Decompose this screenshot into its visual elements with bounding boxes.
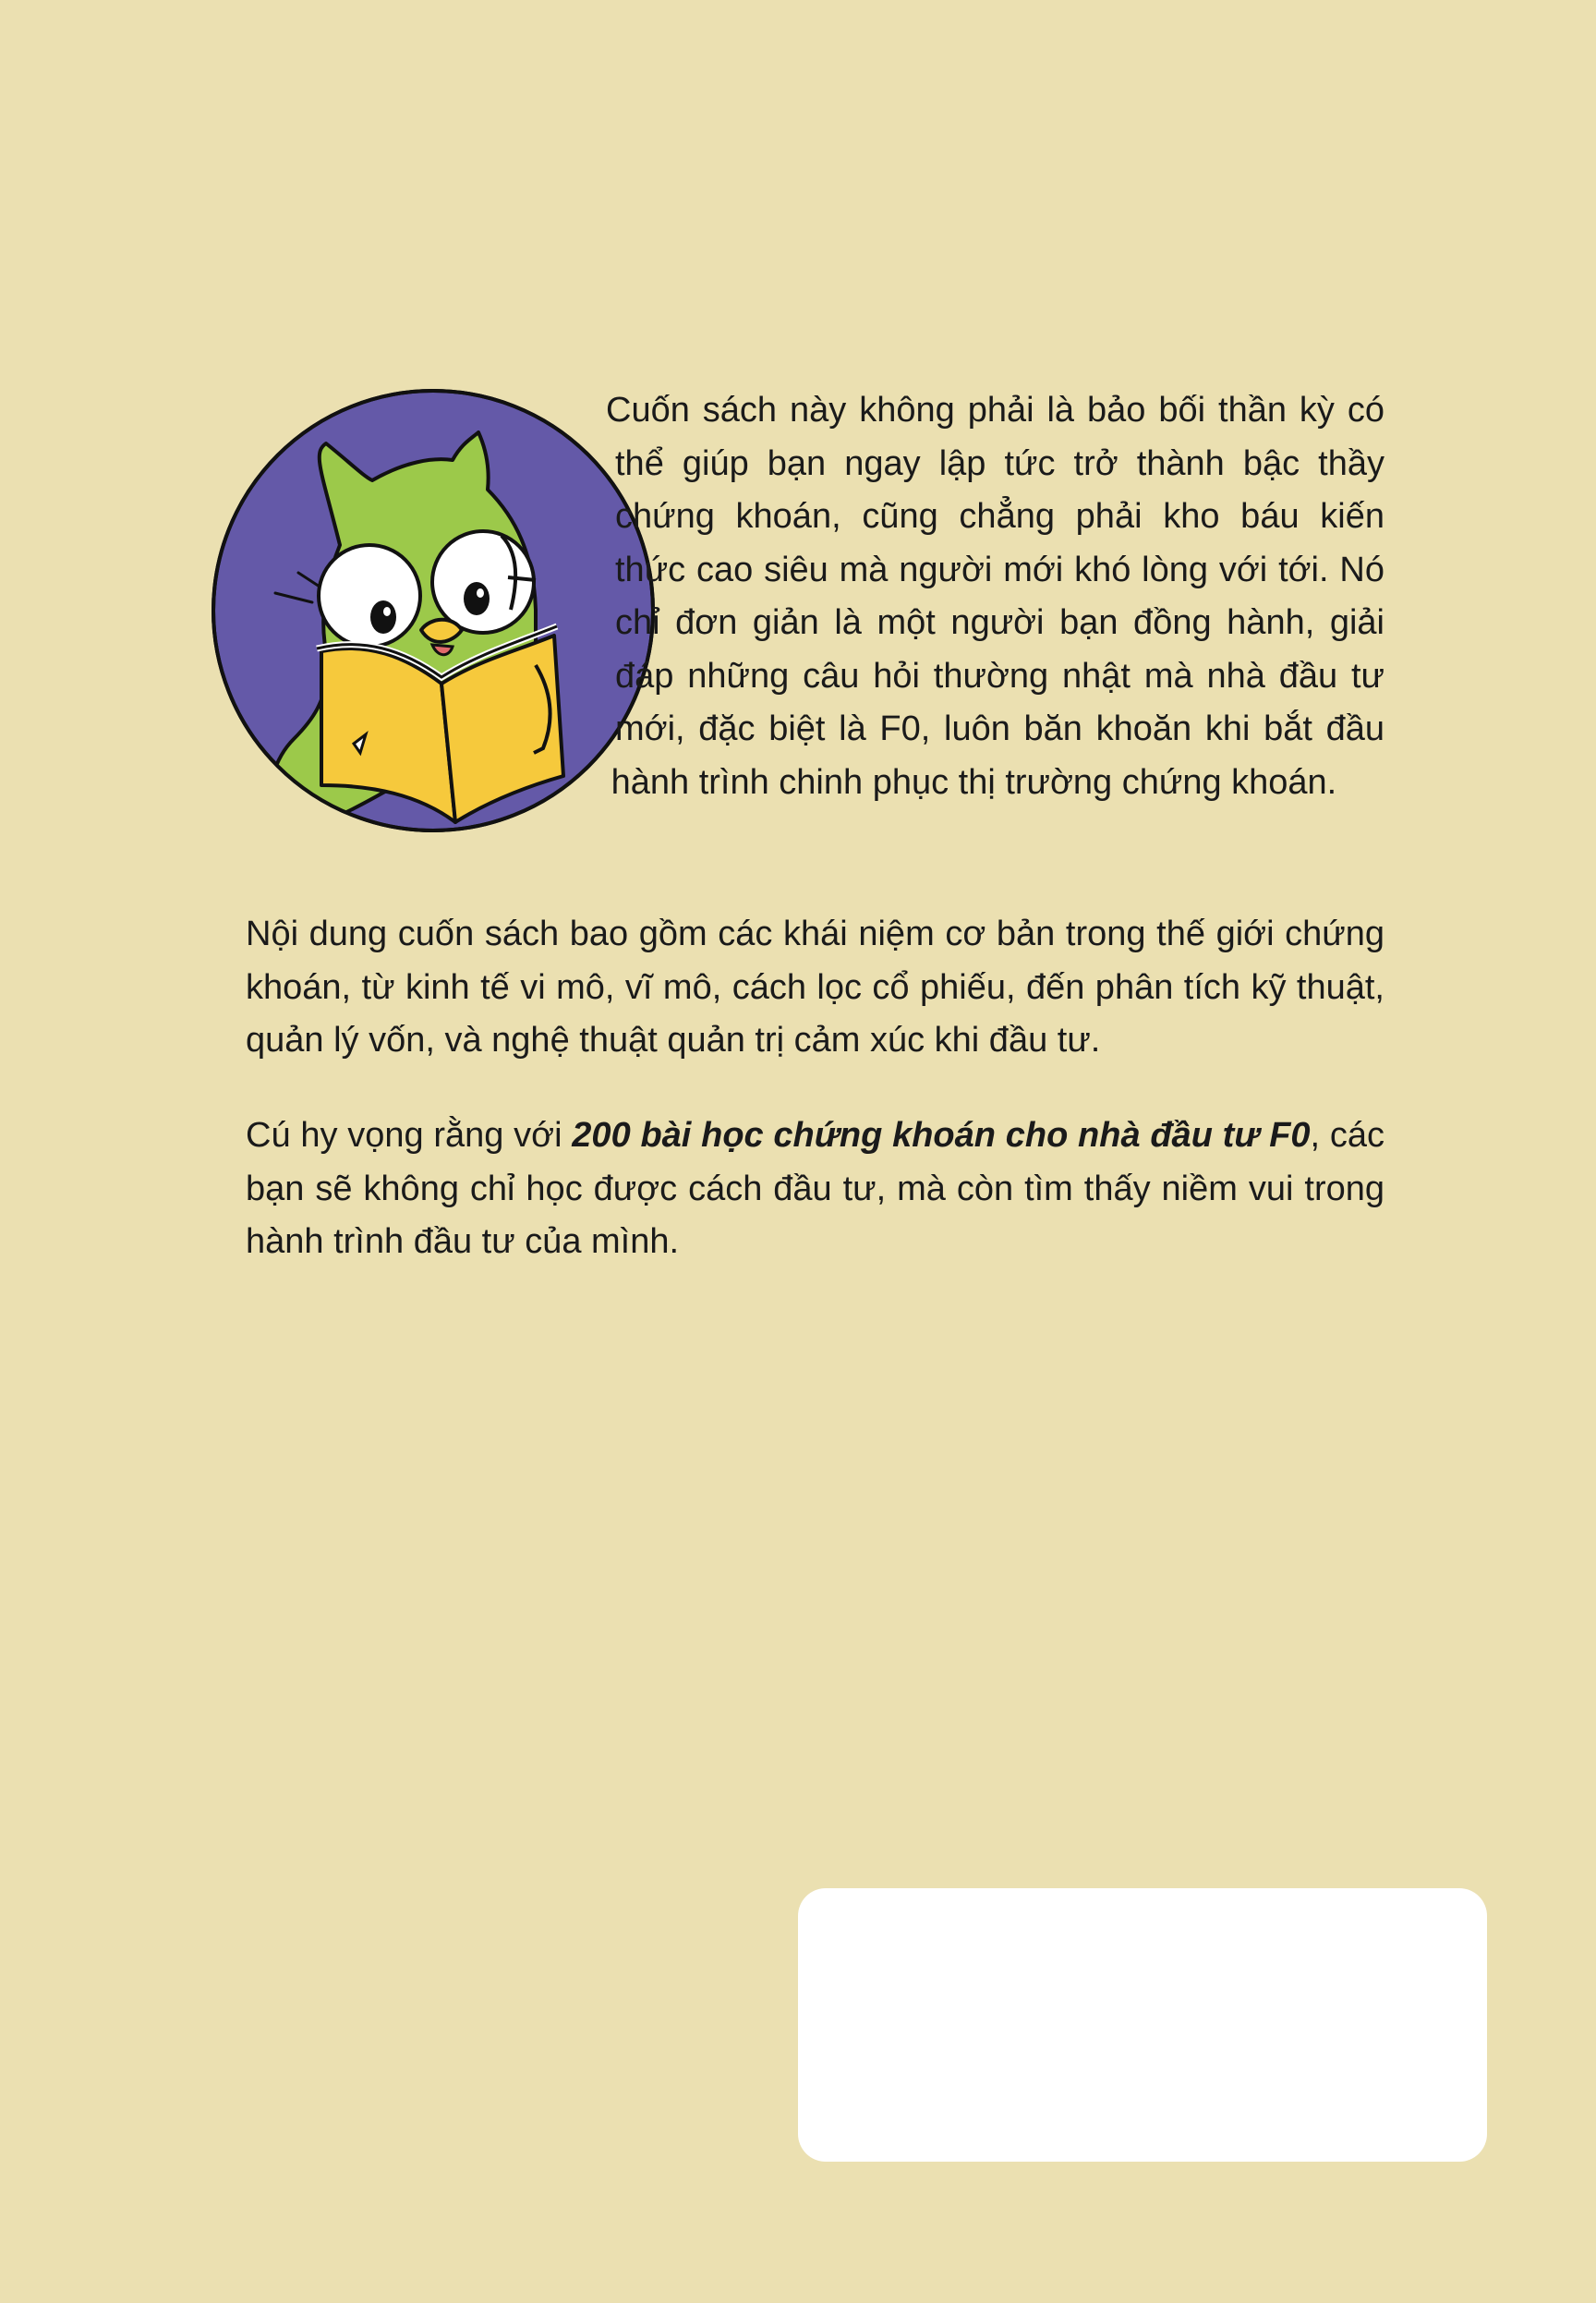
hope-paragraph-lead: Cú hy vọng rằng với (246, 1116, 573, 1155)
barcode-area (798, 1888, 1487, 2162)
content-paragraph: Nội dung cuốn sách bao gồm các khái niệm cơ bản trong thế giới chứng khoán, từ kinh tế vi mô, vĩ mô, cách lọc cổ phiếu, đến phân tích kỹ thuật, quản lý vốn, và nghệ thuật quản trị cảm xúc khi đầu tư. (246, 915, 1384, 1060)
owl-reading-book-icon (211, 388, 656, 833)
hope-paragraph (246, 1109, 1384, 1269)
hope-paragraph-tail: , các bạn sẽ không chỉ học được cách đầu tư, mà còn tìm thấy niềm vui trong hành trình đầu tư của mình. (246, 1116, 1384, 1261)
book-title: 200 bài học chứng khoán cho nhà đầu tư F0 (572, 1116, 1311, 1155)
intro-paragraph: Cuốn sách này không phải là bảo bối thần kỳ có thể giúp bạn ngay lập tức trở thành bậc thầy chứng khoán, cũng chẳng phải kho báu kiến thức cao siêu mà người mới khó lòng với tới. Nó chỉ đơn giản là một người bạn đồng hành, giải đáp những câu hỏi thường nhật mà nhà đầu tư mới, đặc biệt là F0, luôn băn khoăn khi bắt đầu hành trình chinh phục thị trường chứng khoán. (606, 391, 1384, 802)
